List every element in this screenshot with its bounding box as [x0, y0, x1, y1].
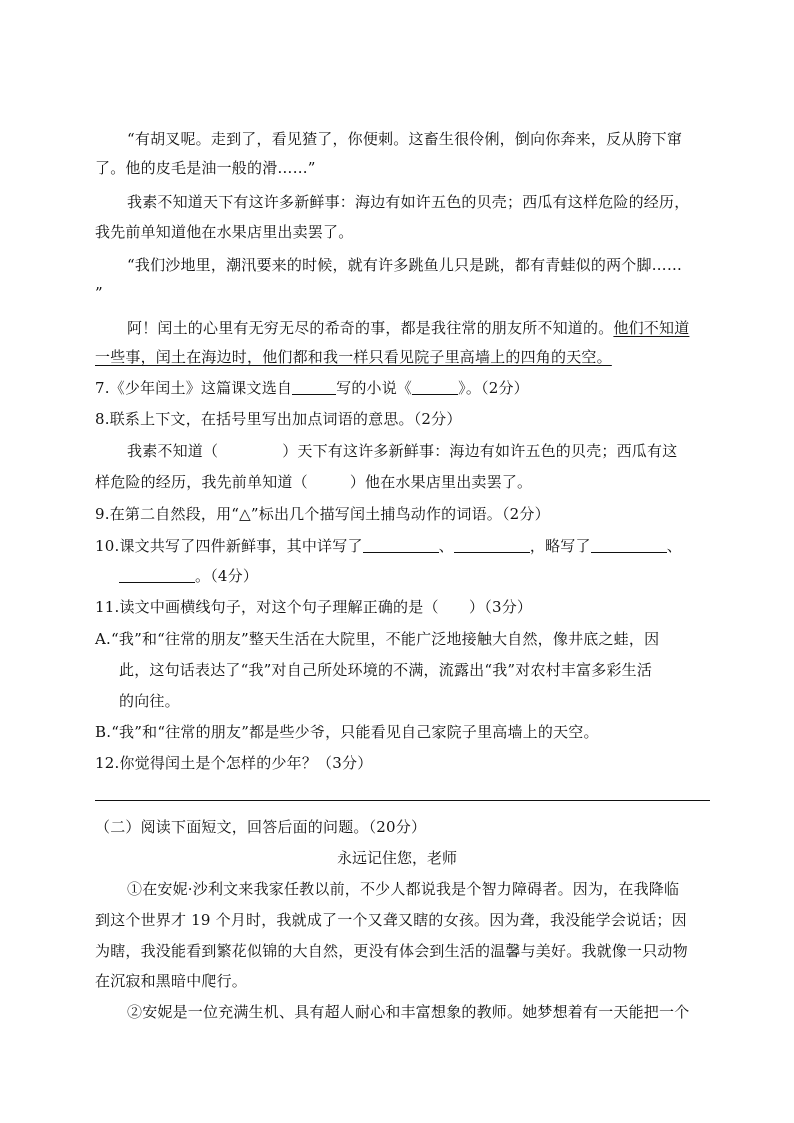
option-a-line: 的向往。: [119, 692, 180, 710]
question-11: 11.读文中画横线句子，对这个句子理解正确的是（ ）（3分）: [95, 598, 533, 616]
question-text: 写的小说《: [336, 379, 413, 397]
question-7: [95, 378, 529, 398]
passage-line: 我素不知道天下有这许多新鲜事：海边有如许五色的贝壳；西瓜有这样危险的经历，: [127, 193, 690, 211]
question-8: 8.联系上下文，在括号里写出加点词语的意思。（2分）: [95, 410, 462, 428]
passage-text: 阿！闰土的心里有无穷无尽的希奇的事，都是我往常的朋友所不知道的。: [127, 319, 614, 337]
question-10: [95, 536, 682, 556]
question-text: 10.课文共写了四件新鲜事，其中详写了: [95, 537, 363, 555]
passage-line: 在沉寂和黑暗中爬行。: [95, 972, 248, 990]
passage-line: ①在安妮·沙利文来我家任教以前，不少人都说我是个智力障碍者。因为，在我降临: [127, 880, 680, 898]
question-text: 样危险的经历，我先前单知道（: [95, 473, 308, 491]
question-10-line: [119, 566, 258, 586]
passage-line: “有胡叉呢。走到了，看见猹了，你便刺。这畜生很伶俐，倒向你奔来，反从胯下窜: [127, 130, 683, 148]
answer-line[interactable]: [95, 800, 710, 801]
underlined-sentence: 一些事，闰土在海边时，他们都和我一样只看见院子里高墙上的四角的天空。: [95, 348, 612, 366]
answer-blank[interactable]: [292, 380, 336, 395]
section-heading: （二）阅读下面短文，回答后面的问题。（20分）: [95, 818, 427, 836]
question-text: ，略写了: [529, 537, 591, 555]
question-8-line: [127, 441, 677, 461]
option-a-line: 此，这句话表达了“我”对自己所处环境的不满，流露出“我”对农村丰富多彩生活: [119, 661, 653, 679]
answer-blank[interactable]: [363, 538, 439, 553]
question-text: 我素不知道（: [127, 442, 219, 460]
passage-line: 到这个世界才 19 个月时，我就成了一个又聋又瞎的女孩。因为聋，我没能学会说话；因: [95, 911, 687, 929]
passage-title: 永远记住您，老师: [336, 849, 457, 867]
passage-line: [127, 318, 689, 338]
passage-line: 为瞎，我没能看到繁花似锦的大自然，更没有体会到生活的温馨与美好。我就像一只动物: [95, 942, 688, 960]
question-text: ）天下有这许多新鲜事：海边有如许五色的贝壳；西瓜有这: [282, 442, 678, 460]
passage-line: “我们沙地里，潮汛要来的时候，就有许多跳鱼儿只是跳，都有青蛙似的两个脚……: [127, 256, 683, 274]
question-text: 7.《少年闰土》这篇课文选自: [95, 379, 293, 397]
question-12: 12.你觉得闰土是个怎样的少年？（3分）: [95, 754, 373, 772]
question-text: 、: [438, 537, 454, 555]
passage-line: 了。他的皮毛是油一般的滑……”: [95, 159, 316, 177]
answer-blank[interactable]: [119, 568, 195, 583]
question-9: 9.在第二自然段，用“△”标出几个描写闰土捕鸟动作的词语。（2分）: [95, 505, 550, 523]
answer-blank[interactable]: [412, 380, 458, 395]
passage-line: ”: [95, 284, 103, 302]
question-text: 。（4分）: [195, 567, 259, 585]
question-text: 、: [666, 537, 682, 555]
underlined-sentence: 他们不知道: [613, 319, 690, 337]
question-8-line: [95, 472, 532, 492]
passage-line: 我先前单知道他在水果店里出卖罢了。: [95, 223, 354, 241]
passage-line: ②安妮是一位充满生机、具有超人耐心和丰富想象的教师。她梦想着有一天能把一个: [127, 1003, 690, 1021]
option-b-line: B.“我”和“往常的朋友”都是些少爷，只能看见自己家院子里高墙上的天空。: [95, 723, 599, 741]
answer-blank[interactable]: [454, 538, 530, 553]
option-a-line: A.“我”和“往常的朋友”整天生活在大院里，不能广泛地接触大自然，像井底之蛙，因: [95, 630, 660, 648]
question-text: 》。（2分）: [458, 379, 529, 397]
question-text: ）他在水果店里出卖罢了。: [349, 473, 533, 491]
answer-blank[interactable]: [591, 538, 667, 553]
